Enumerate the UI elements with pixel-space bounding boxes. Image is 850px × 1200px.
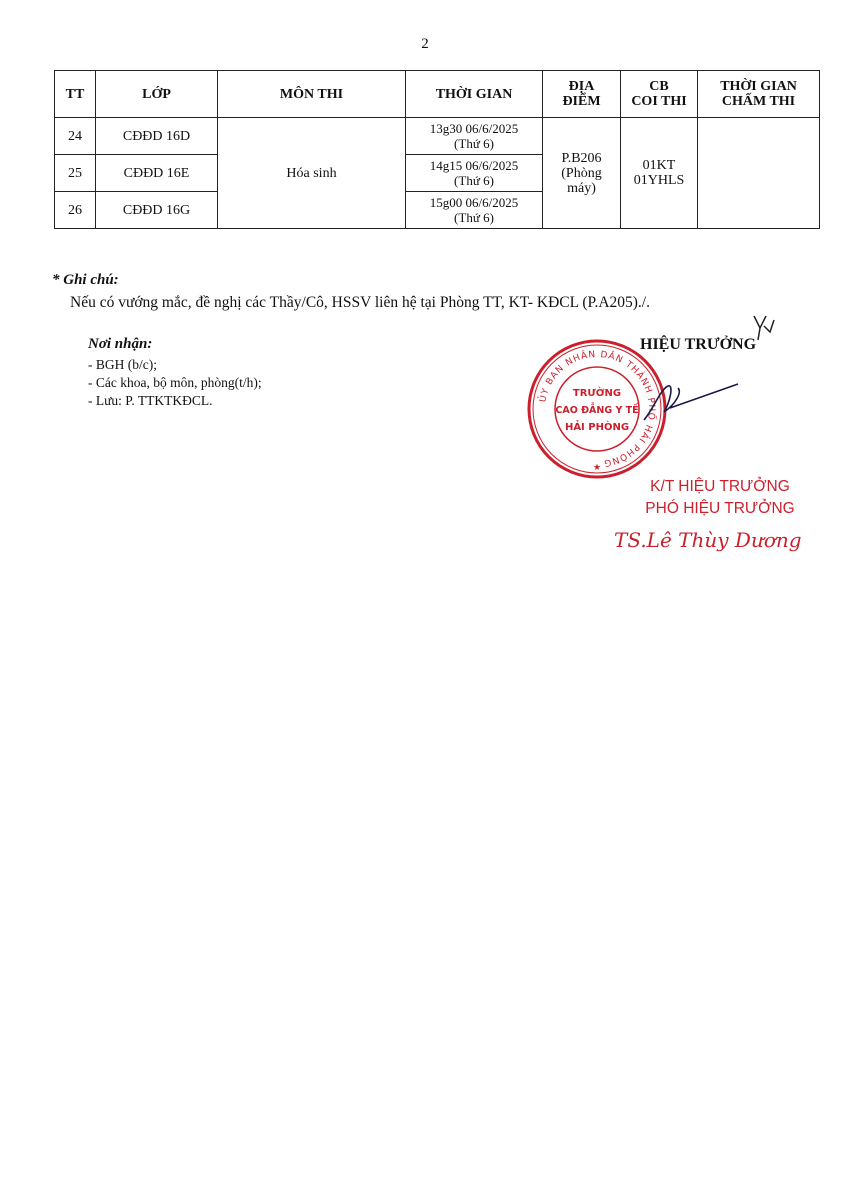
cell-thoi-gian: [406, 155, 543, 192]
cell-tt: 26: [55, 192, 96, 229]
header-cb-line: CB: [649, 79, 669, 94]
cell-mon-thi: Hóa sinh: [218, 118, 406, 229]
cell-tt: 24: [55, 118, 96, 155]
exam-schedule-table: [54, 70, 820, 229]
signature-title: HIỆU TRƯỞNG: [640, 336, 757, 353]
header-dia-diem: [543, 71, 621, 118]
header-cb-coi-thi: [621, 71, 698, 118]
proctor-line: 01YHLS: [633, 173, 685, 188]
time-day: (Thứ 6): [454, 136, 494, 151]
cell-thoi-gian: [406, 118, 543, 155]
header-tt: TT: [55, 71, 96, 118]
time-line: 14g15 06/6/2025: [429, 158, 519, 173]
time-line: 13g30 06/6/2025: [429, 121, 519, 136]
cell-cb-coi-thi: [621, 118, 698, 229]
notes-body: Nếu có vướng mắc, đề nghị các Thầy/Cô, HSSV liên hệ tại Phòng TT, KT- KĐCL (P.A205)./.: [70, 294, 650, 311]
header-dia-diem-line: ĐIỂM: [562, 94, 601, 109]
cell-lop: CĐĐD 16G: [96, 192, 218, 229]
header-cham-line: CHẤM THI: [721, 94, 796, 109]
seal-line: HẢI PHÒNG: [564, 422, 630, 433]
list-item: - Lưu: P. TTKTKĐCL.: [88, 393, 213, 408]
header-thoi-gian-cham-thi: [698, 71, 820, 118]
location-line: P.B206: [561, 150, 602, 166]
header-dia-diem-line: ĐỊA: [568, 79, 595, 94]
time-day: (Thứ 6): [454, 210, 494, 225]
location-line: máy): [567, 180, 596, 196]
header-lop: LỚP: [96, 71, 218, 118]
header-cb-line: COI THI: [631, 94, 687, 109]
header-cham-line: THỜI GIAN: [720, 79, 797, 94]
cell-thoi-gian: [406, 192, 543, 229]
cell-thoi-gian-cham-thi: [698, 118, 820, 229]
seal-line: TRƯỜNG: [572, 388, 622, 399]
signer-name: TS.Lê Thùy Dương: [614, 528, 802, 552]
seal-outer-text: ỦY BAN NHÂN DÂN THÀNH PHỐ HẢI PHÒNG: [538, 349, 657, 468]
header-thoi-gian: THỜI GIAN: [406, 71, 543, 118]
cell-lop: CĐĐD 16E: [96, 155, 218, 192]
location-line: (Phòng: [561, 165, 602, 181]
header-mon-thi: MÔN THI: [218, 71, 406, 118]
list-item: - BGH (b/c);: [88, 357, 157, 372]
proctor-line: 01KT: [642, 158, 676, 173]
table-header-row: [55, 71, 820, 118]
page-number: 2: [421, 36, 429, 52]
kt-line: K/T HIỆU TRƯỞNG: [650, 478, 790, 495]
notes-title: * Ghi chú:: [52, 272, 119, 288]
time-line: 15g00 06/6/2025: [429, 195, 519, 210]
cell-dia-diem: [543, 118, 621, 229]
cell-lop: CĐĐD 16D: [96, 118, 218, 155]
time-day: (Thứ 6): [454, 173, 494, 188]
handwritten-signature-icon: [640, 378, 740, 428]
signer-role: PHÓ HIỆU TRƯỞNG: [645, 500, 795, 517]
seal-star-icon: ★: [592, 462, 602, 472]
deputy-signature-block: [615, 476, 825, 520]
recipients-title: Nơi nhận:: [88, 336, 153, 352]
table-row: [55, 118, 820, 155]
list-item: - Các khoa, bộ môn, phòng(t/h);: [88, 375, 262, 390]
initials-mark-icon: [750, 310, 778, 344]
recipients-list: [88, 356, 262, 410]
cell-tt: 25: [55, 155, 96, 192]
seal-line: CAO ĐẲNG Y TẾ: [555, 405, 639, 416]
